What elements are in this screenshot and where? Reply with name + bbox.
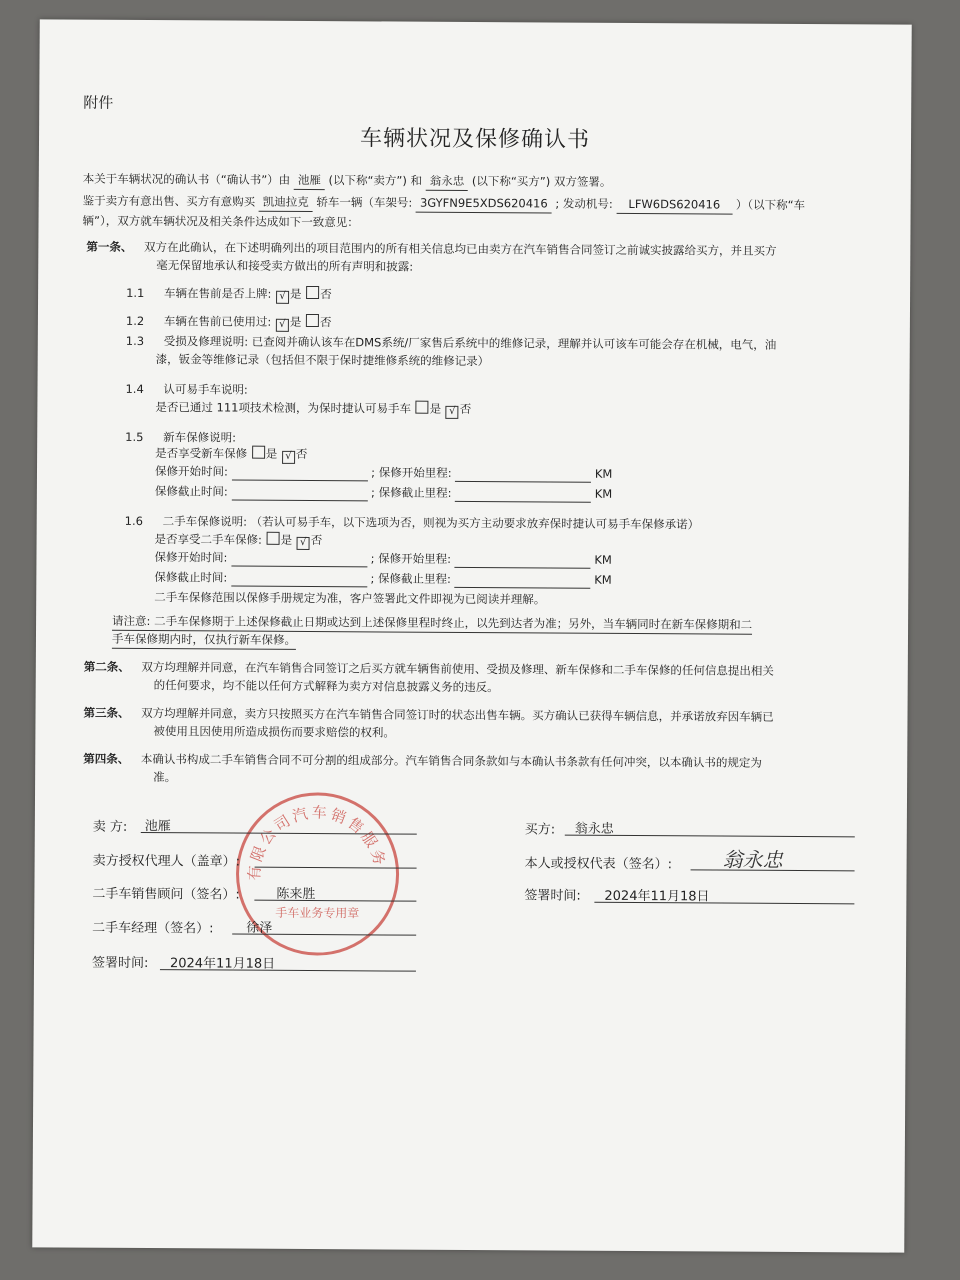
item-1-4-no-label: 否 — [459, 401, 472, 416]
clause4-text1: 本确认书构成二手车销售合同不可分割的组成部分。汽车销售合同条款如与本确认书条款有任何冲突，以本确认书的规定为 — [140, 751, 762, 770]
item-1-6-end-row — [154, 568, 611, 589]
clause2-text1: 双方均理解并同意，在汽车销售合同签订之后买方就车辆售前使用、受损及修理、新车保修和二手车保修的任何信息提出相关 — [141, 659, 774, 678]
item-1-5-end-km-label: ; 保修截止里程: — [371, 485, 452, 500]
item-1-6-text2: 是否享受二手车保修: — [154, 532, 263, 547]
buyer-value: 翁永忠 — [574, 821, 614, 837]
item-1-3-text1: 受损及修理说明: 已查阅并确认该车在DMS系统/厂家售后系统中的维修记录，理解并认可该车可能会存在机械，电气，油 — [163, 334, 777, 352]
clause4-label: 第四条、 — [83, 751, 130, 766]
intro-buyer-name: 翁永忠 — [426, 172, 469, 191]
item-1-1 — [126, 284, 332, 304]
document-title: 车辆状况及保修确认书 — [359, 126, 591, 153]
buyer-date-value: 2024年11月18日 — [604, 888, 710, 905]
item-1-5-start-km-blank — [455, 481, 591, 483]
seller-date-label: 签署时间: — [91, 955, 149, 972]
seller-date-value: 2024年11月18日 — [169, 956, 276, 972]
item-1-6-start-time-label: 保修开始时间: — [154, 550, 228, 565]
item-1-2 — [126, 312, 332, 332]
clause4-line1 — [83, 750, 762, 772]
item-1-5-start-km-label: ; 保修开始里程: — [371, 465, 452, 480]
vehicle-text-5: 辆”），双方就车辆状况及相关条件达成如下一致意见： — [82, 213, 359, 230]
item-1-1-number: 1.1 — [126, 285, 145, 300]
item-1-3-number: 1.3 — [125, 333, 145, 348]
item-1-6-end-km-label: ; 保修截止里程: — [370, 571, 451, 586]
item-1-5-end-row — [155, 482, 612, 503]
document-page — [32, 19, 911, 1252]
item-1-6-end-km-unit: KM — [594, 572, 612, 587]
item-1-5-end-km-blank — [455, 501, 591, 503]
intro-text-1: 本关于车辆状况的确认书（“确认书”）由 — [82, 171, 291, 187]
item-1-6-line2 — [155, 530, 323, 550]
intro-text-2: (以下称“卖方”) 和 — [328, 173, 423, 188]
clause3-text1: 双方均理解并同意，卖方只按照买方在汽车销售合同签订时的状态出售车辆。买方确认已获得车辆信息，并承诺放弃因车辆已 — [141, 705, 774, 724]
stamp-center-text: 手车业务专用章 — [275, 905, 360, 921]
item-1-2-yes-label: 是 — [289, 314, 302, 329]
seller-label: 卖 方: — [92, 819, 128, 835]
seller-value: 池雁 — [144, 819, 171, 835]
item-1-5-line2 — [155, 444, 307, 464]
item-1-4-line2 — [155, 398, 471, 419]
item-1-5-start-km-unit: KM — [594, 466, 613, 481]
item-1-6-yes-checkbox — [267, 532, 280, 545]
vehicle-vin: 3GYFN9E5XDS620416 — [416, 194, 552, 214]
item-1-6-end-time-label: 保修截止时间: — [154, 570, 228, 585]
item-1-5-text1: 新车保修说明: — [163, 430, 237, 445]
item-1-5-end-time-label: 保修截止时间: — [154, 484, 228, 499]
item-1-5-end-km-unit: KM — [594, 486, 613, 501]
item-1-4-number: 1.4 — [125, 381, 144, 396]
item-1-4 — [125, 380, 247, 399]
item-1-4-yes-label: 是 — [429, 401, 442, 416]
vehicle-engine-number: LFW6DS620416 — [616, 195, 732, 215]
attachment-label: 附件 — [83, 93, 114, 112]
note-line1: 请注意: 二手车保修期于上述保修截止日期或达到上述保修里程时终止，以先到达者为准；另外，当车辆同时在新车保修期和二 — [112, 612, 752, 635]
vehicle-text-2: 轿车一辆（车架号: — [316, 195, 413, 210]
item-1-6-yes-label: 是 — [280, 532, 293, 547]
item-1-6-start-row — [154, 548, 611, 569]
vehicle-text-3: ; 发动机号: — [555, 196, 613, 211]
clause3-text2: 被使用且因使用所造成损伤而要求赔偿的权利。 — [153, 724, 395, 740]
item-1-4-no-checkbox: √ — [446, 406, 459, 419]
buyer-date-label: 签署时间: — [524, 888, 581, 904]
item-1-6-no-checkbox: √ — [297, 537, 310, 550]
stamp-ring-text: 有限公司汽车销售服务 — [245, 803, 390, 882]
item-1-1-yes-checkbox: √ — [276, 291, 289, 304]
item-1-5-no-checkbox: √ — [282, 451, 295, 464]
item-1-6-end-time-blank — [231, 586, 367, 588]
item-1-5-yes-label: 是 — [265, 446, 278, 461]
item-1-6-number: 1.6 — [124, 513, 144, 528]
intro-line — [83, 170, 612, 192]
vehicle-text-1: 鉴于卖方有意出售、买方有意购买 — [82, 193, 256, 209]
item-1-4-text2: 是否已通过 111项技术检测，为保时捷认可易手车 — [155, 400, 412, 416]
warranty-scope-text: 二手车保修范围以保修手册规定为准，客户签署此文件即视为已阅读并理解。 — [154, 590, 546, 607]
item-1-3-text2: 漆，钣金等维修记录（包括但不限于保时捷维修系统的维修记录） — [155, 352, 490, 369]
item-1-5-yes-checkbox — [252, 446, 265, 459]
buyer-label: 买方: — [524, 822, 556, 838]
advisor-value: 陈来胜 — [276, 886, 316, 903]
clause2-label: 第二条、 — [83, 659, 130, 674]
rep-label: 本人或授权代表（签名）: — [524, 856, 673, 873]
item-1-6-end-km-blank — [455, 587, 591, 589]
intro-text-3: (以下称“买方”) 双方签署。 — [471, 173, 612, 189]
item-1-2-no-label: 否 — [320, 315, 332, 330]
item-1-6-text1: 二手车保修说明: （若认可易手车，以下选项为否，则视为买方主动要求放弃保时捷认可易手车保修承诺） — [162, 514, 700, 532]
item-1-1-no-checkbox — [306, 286, 319, 299]
item-1-6-start-km-blank — [455, 567, 591, 569]
item-1-1-no-label: 否 — [320, 287, 332, 302]
item-1-5-no-label: 否 — [295, 446, 308, 461]
clause2-text2: 的任何要求，均不能以任何方式解释为卖方对信息披露义务的违反。 — [153, 678, 499, 695]
vehicle-model: 凯迪拉克 — [259, 193, 313, 212]
rep-handwritten-signature: 翁永忠 — [722, 847, 783, 872]
manager-value: 徐泽 — [246, 920, 273, 936]
item-1-6-start-time-blank — [231, 566, 367, 568]
item-1-5-text2: 是否享受新车保修 — [155, 446, 248, 461]
clause4-text2: 准。 — [153, 770, 177, 785]
advisor-label: 二手车销售顾问（签名）: — [92, 886, 240, 903]
item-1-6-start-km-label: ; 保修开始里程: — [370, 551, 452, 566]
clause1-text2: 毫无保留地承认和接受卖方做出的所有声明和披露: — [156, 258, 414, 274]
vehicle-text-4: ）（以下称“车 — [735, 197, 806, 213]
item-1-4-yes-checkbox — [416, 401, 429, 414]
item-1-4-text1: 认可易手车说明: — [163, 382, 248, 397]
clause1-label: 第一条、 — [86, 239, 133, 254]
item-1-1-text: 车辆在售前是否上牌: — [163, 286, 272, 301]
item-1-2-text: 车辆在售前已使用过: — [163, 314, 272, 329]
clause1-text1: 双方在此确认，在下述明确列出的项目范围内的所有相关信息均已由卖方在汽车销售合同签订之前诚实披露给买方，并且买方 — [143, 239, 777, 258]
item-1-5-start-row — [155, 462, 612, 483]
item-1-6-start-km-unit: KM — [594, 552, 612, 567]
intro-seller-name: 池雁 — [294, 171, 325, 190]
item-1-1-yes-label: 是 — [290, 286, 302, 301]
item-1-5-start-time-blank — [231, 480, 367, 482]
svg-text:有限公司汽车销售服务 — [245, 803, 390, 882]
item-1-2-number: 1.2 — [125, 313, 145, 328]
manager-label: 二手车经理（签名）: — [92, 920, 214, 937]
item-1-5-number: 1.5 — [125, 429, 144, 444]
item-1-5-end-time-blank — [231, 500, 367, 502]
item-1-2-no-checkbox — [306, 314, 319, 327]
note-line2: 手车保修期内时，仅执行新车保修。 — [112, 630, 296, 650]
item-1-5-start-time-label: 保修开始时间: — [154, 464, 228, 479]
item-1-2-yes-checkbox: √ — [276, 319, 289, 332]
item-1-6-no-label: 否 — [310, 533, 323, 548]
clause3-label: 第三条、 — [83, 705, 130, 720]
agent-label: 卖方授权代理人（盖章）: — [92, 853, 241, 870]
